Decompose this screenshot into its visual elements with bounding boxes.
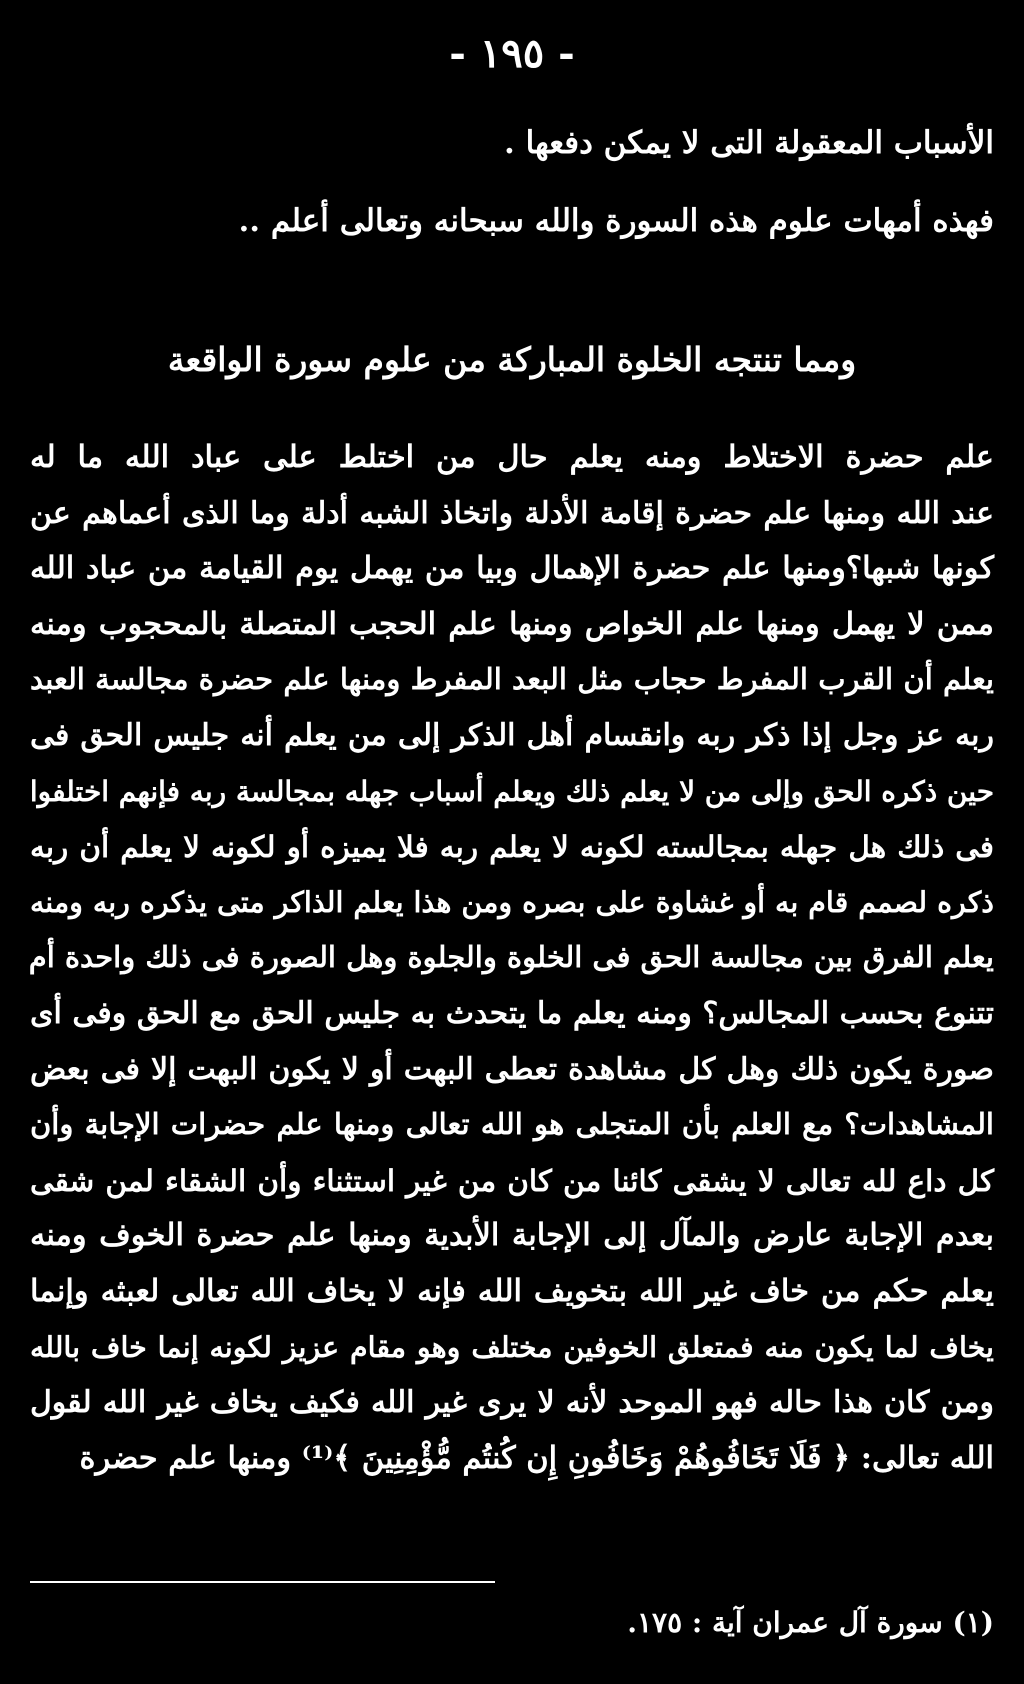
- body-line: ومن كان هذا حاله فهو الموحد لأنه لا يرى غير الله فكيف يخاف غير الله لقول: [30, 1385, 994, 1421]
- body-line: يعلم الفرق بين مجالسة الحق فى الخلوة والجلوة وهل الصورة فى ذلك واحدة أم: [28, 940, 994, 975]
- body-line: الله تعالى: ﴿ فَلَا تَخَافُوهُمْ وَخَافُونِ إِن كُنتُم مُّؤْمِنِينَ ﴾⁽¹⁾ ومنها علم حضرة: [79, 1439, 994, 1476]
- body-line: يخاف لما يكون منه فمتعلق الخوفين مختلف وهو مقام عزيز لكونه إنما خاف بالله: [30, 1329, 994, 1364]
- footnote-divider: [30, 1581, 495, 1583]
- body-line: فى ذلك هل جهله بمجالسته لكونه لا يعلم ربه فلا يميزه أو لكونه لا يعلم أن ربه: [30, 829, 994, 865]
- body-line: علم حضرة الاختلاط ومنه يعلم حال من اختلط على عباد الله ما له: [30, 439, 994, 475]
- body-line: يعلم أن القرب المفرط حجاب مثل البعد المفرط ومنها علم حضرة مجالسة العبد: [30, 662, 994, 697]
- body-line: يعلم حكم من خاف غير الله بتخويف الله فإنه لا يخاف الله تعالى لعبثه وإنما: [30, 1272, 994, 1309]
- body-line: ربه عز وجل إذا ذكر ربه وانقسام أهل الذكر إلى من يعلم أنه جليس الحق فى: [30, 717, 994, 753]
- document-page: [30, 0, 994, 1684]
- body-line: تتنوع بحسب المجالس؟ ومنه يعلم ما يتحدث به جليس الحق مع الحق وفى أى: [30, 995, 994, 1031]
- section-heading: ومما تنتجه الخلوة المباركة من علوم سورة الواقعة: [167, 340, 857, 379]
- body-line: كونها شبها؟ومنها علم حضرة الإهمال وبيا من يهمل يوم القيامة من عباد الله: [30, 550, 994, 587]
- body-line: المشاهدات؟ مع العلم بأن المتجلى هو الله تعالى ومنها علم حضرات الإجابة وأن: [30, 1107, 994, 1142]
- page-number: - ١٩٥ -: [449, 30, 575, 77]
- body-line: عند الله ومنها علم حضرة إقامة الأدلة واتخاذ الشبه أدلة وما الذى أعماهم عن: [30, 495, 994, 531]
- body-line: ممن لا يهمل ومنها علم الخواص ومنها علم الحجب المتصلة بالمحجوب ومنه: [30, 605, 994, 642]
- body-line: صورة يكون ذلك وهل كل مشاهدة تعطى البهت أو لا يكون البهت إلا فى بعض: [30, 1051, 994, 1087]
- body-line: بعدم الإجابة عارض والمآل إلى الإجابة الأبدية ومنها علم حضرة الخوف ومنه: [30, 1217, 994, 1254]
- body-line: كل داع لله تعالى لا يشقى كائنا من كان من غير استثناء وأن الشقاء لمن شقى: [30, 1162, 994, 1198]
- body-paragraph: [30, 430, 994, 1486]
- body-line: ذكره لصمم قام به أو غشاوة على بصره ومن هذا يعلم الذاكر متى يذكره ربه ومنه: [30, 884, 994, 919]
- footnote: (١) سورة آل عمران آية : ١٧٥.: [627, 1606, 994, 1639]
- body-line: حين ذكره الحق وإلى من لا يعلم ذلك ويعلم أسباب جهله بمجالسة ربه فإنهم اختلفوا: [29, 774, 994, 808]
- intro-line: فهذه أمهات علوم هذه السورة والله سبحانه وتعالى أعلم ..: [238, 203, 994, 239]
- intro-line: الأسباب المعقولة التى لا يمكن دفعها .: [503, 125, 994, 161]
